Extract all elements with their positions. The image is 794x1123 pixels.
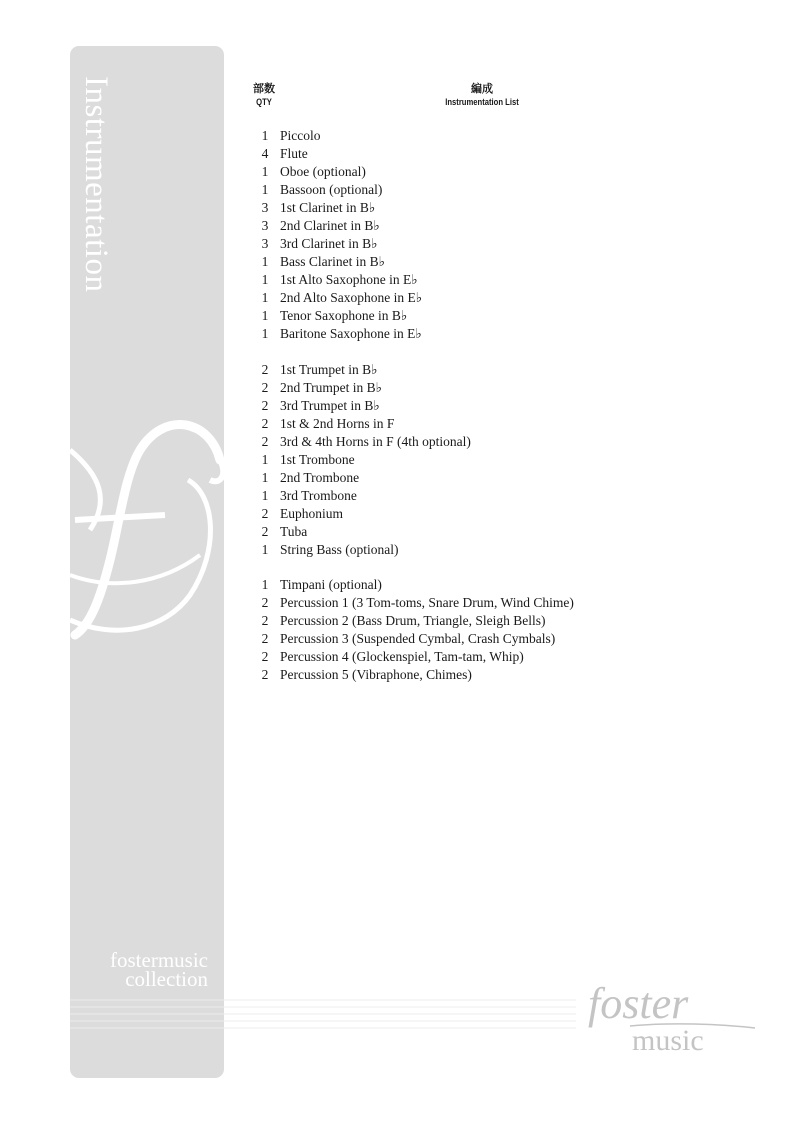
woodwinds-list (250, 127, 422, 343)
item-qty: 3 (261, 218, 269, 233)
item-name: 1st Trumpet in B♭ (280, 362, 378, 377)
item-name: Tenor Saxophone in B♭ (280, 308, 408, 323)
item-name: Bass Clarinet in B♭ (280, 254, 385, 269)
item-name: Oboe (optional) (280, 164, 366, 179)
item-qty: 1 (261, 182, 269, 197)
foster-music-logo (570, 978, 760, 1058)
list-item (250, 397, 471, 415)
item-name: Percussion 1 (3 Tom-toms, Snare Drum, Wind Chime) (280, 595, 574, 610)
item-qty: 1 (261, 164, 269, 179)
item-qty: 1 (261, 488, 269, 503)
item-qty: 2 (261, 380, 269, 395)
list-item (250, 145, 422, 163)
list-item (250, 217, 422, 235)
logo-music-text: music (632, 1024, 704, 1057)
brass-list (250, 361, 471, 559)
item-qty: 2 (261, 595, 269, 610)
list-item (250, 289, 422, 307)
item-qty: 2 (261, 667, 269, 682)
item-name: 2nd Clarinet in B♭ (280, 218, 380, 233)
list-item (250, 612, 574, 630)
item-qty: 3 (261, 236, 269, 251)
list-item (250, 451, 471, 469)
list-item (250, 594, 574, 612)
item-qty: 2 (261, 398, 269, 413)
list-item (250, 379, 471, 397)
item-name: Flute (280, 146, 308, 161)
list-item (250, 271, 422, 289)
item-name: Percussion 4 (Glockenspiel, Tam-tam, Whip) (280, 649, 524, 664)
list-item (250, 541, 471, 559)
list-item (250, 199, 422, 217)
list-item (250, 487, 471, 505)
item-qty: 2 (261, 416, 269, 431)
item-name: Percussion 2 (Bass Drum, Triangle, Sleigh Bells) (280, 613, 546, 628)
item-name: 1st & 2nd Horns in F (280, 416, 395, 431)
item-qty: 1 (261, 254, 269, 269)
list-item (250, 648, 574, 666)
list-item (250, 163, 422, 181)
qty-header-en: QTY (256, 97, 272, 107)
item-name: 3rd & 4th Horns in F (4th optional) (280, 434, 471, 449)
item-name: Percussion 3 (Suspended Cymbal, Crash Cymbals) (280, 631, 556, 646)
list-item (250, 361, 471, 379)
item-qty: 2 (261, 613, 269, 628)
item-qty: 2 (261, 362, 269, 377)
item-name: 1st Alto Saxophone in E♭ (280, 272, 418, 287)
item-qty: 1 (261, 272, 269, 287)
list-item (250, 415, 471, 433)
item-name: Euphonium (280, 506, 343, 521)
list-header-jp: 編成 (471, 83, 493, 95)
collection-line1: fostermusic (110, 948, 208, 972)
list-item (250, 505, 471, 523)
list-item (250, 127, 422, 145)
item-qty: 2 (261, 434, 269, 449)
item-qty: 1 (261, 326, 269, 341)
item-qty: 1 (261, 290, 269, 305)
collection-line2: collection (125, 967, 208, 991)
item-name: 3rd Clarinet in B♭ (280, 236, 378, 251)
item-qty: 1 (261, 577, 269, 592)
list-item (250, 433, 471, 451)
item-qty: 2 (261, 631, 269, 646)
list-item (250, 235, 422, 253)
qty-header (240, 82, 288, 108)
item-qty: 2 (261, 506, 269, 521)
item-qty: 2 (261, 524, 269, 539)
logo-foster-text: foster (588, 979, 689, 1028)
list-item (250, 666, 574, 684)
item-name: 3rd Trombone (280, 488, 357, 503)
item-qty: 3 (261, 200, 269, 215)
item-name: Piccolo (280, 128, 321, 143)
item-name: 1st Trombone (280, 452, 355, 467)
sidebar-title: Instrumentation (78, 76, 114, 293)
percussion-list (250, 576, 574, 684)
list-item (250, 469, 471, 487)
item-qty: 2 (261, 649, 269, 664)
item-name: 3rd Trumpet in B♭ (280, 398, 380, 413)
item-name: 2nd Trumpet in B♭ (280, 380, 383, 395)
list-header (402, 82, 562, 108)
item-qty: 1 (261, 542, 269, 557)
qty-header-jp: 部数 (253, 83, 275, 95)
list-item (250, 181, 422, 199)
foster-emblem-icon (70, 380, 230, 650)
item-qty: 1 (261, 452, 269, 467)
list-item (250, 630, 574, 648)
list-item (250, 307, 422, 325)
item-name: String Bass (optional) (280, 542, 399, 557)
staff-lines (70, 998, 576, 1032)
list-item (250, 576, 574, 594)
item-qty: 1 (261, 308, 269, 323)
item-name: Baritone Saxophone in E♭ (280, 326, 422, 341)
list-item (250, 253, 422, 271)
item-name: Percussion 5 (Vibraphone, Chimes) (280, 667, 472, 682)
list-item (250, 523, 471, 541)
item-name: 2nd Alto Saxophone in E♭ (280, 290, 423, 305)
item-qty: 4 (261, 146, 269, 161)
item-name: Bassoon (optional) (280, 182, 383, 197)
item-name: 2nd Trombone (280, 470, 360, 485)
item-qty: 1 (261, 128, 269, 143)
item-name: Tuba (280, 524, 308, 539)
item-name: Timpani (optional) (280, 577, 382, 592)
list-item (250, 325, 422, 343)
list-header-en: Instrumentation List (445, 97, 519, 107)
item-name: 1st Clarinet in B♭ (280, 200, 376, 215)
item-qty: 1 (261, 470, 269, 485)
